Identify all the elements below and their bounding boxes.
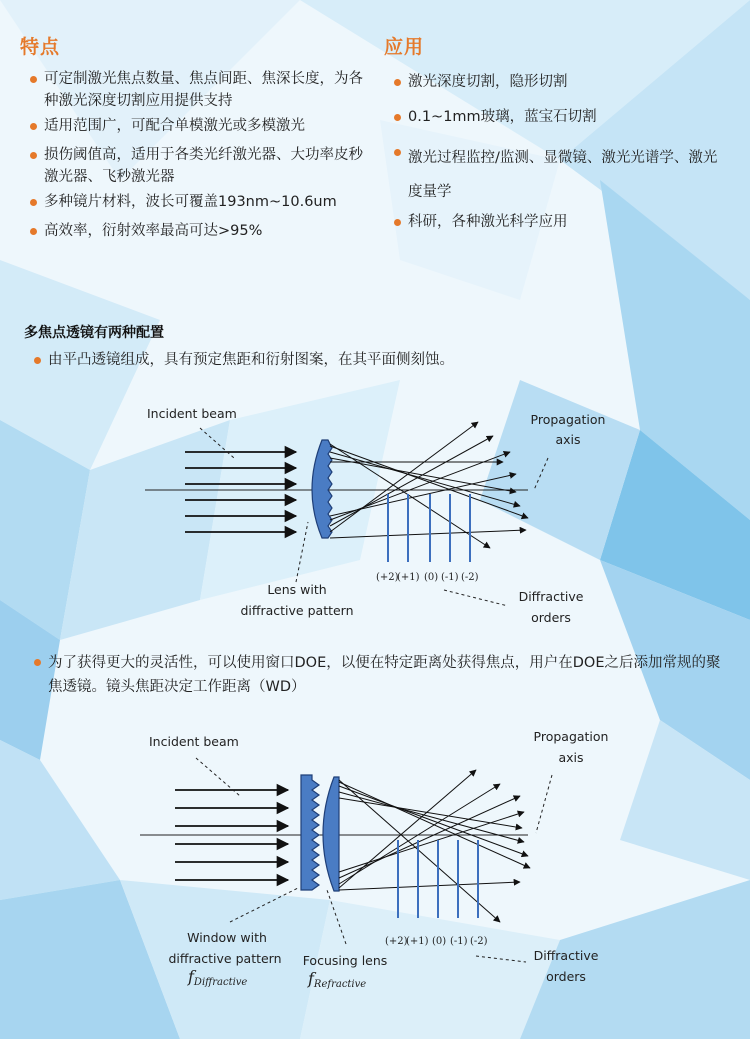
plano-convex-lens — [312, 440, 332, 538]
features-item: 可定制激光焦点数量、焦点间距、焦深长度，为各种激光深度切割应用提供支持 — [30, 68, 370, 112]
propagation-label-1: Propagation — [530, 412, 606, 427]
diffractive-label-2: orders — [546, 969, 586, 984]
order-markers — [398, 840, 478, 918]
applications-item: 科研，各种激光科学应用 — [394, 211, 729, 233]
propagation-label-2: axis — [558, 750, 584, 765]
config-list-2 — [34, 651, 729, 706]
applications-item: 激光过程监控/监测、显微镜、激光光谱学、激光度量学 — [394, 141, 729, 209]
incident-arrows — [185, 452, 296, 532]
applications-item: 激光深度切割，隐形切割 — [394, 71, 729, 93]
order-label: (+1) — [397, 572, 420, 583]
order-label: (+1) — [406, 936, 429, 947]
order-markers — [388, 494, 470, 562]
propagation-label-1: Propagation — [533, 729, 609, 744]
config-list-1 — [34, 349, 724, 378]
order-label: (-1) — [450, 936, 468, 947]
order-label: (-1) — [441, 572, 459, 583]
window-label-2: diffractive pattern — [168, 951, 282, 966]
config-item-1: 由平凸透镜组成，具有预定焦距和衍射图案，在其平面侧刻蚀。 — [34, 349, 724, 371]
diffracted-rays — [339, 770, 530, 922]
order-label: (-2) — [470, 936, 488, 947]
f-refractive-label: fRefractive — [308, 969, 367, 990]
diagram-lens-with-pattern — [0, 395, 750, 635]
diffractive-label-1: Diffractive — [518, 589, 584, 604]
incident-beam-label: Incident beam — [149, 734, 239, 749]
order-label: (+2) — [385, 936, 408, 947]
doe-window — [301, 775, 319, 890]
features-section — [20, 32, 370, 249]
order-label: (0) — [432, 936, 447, 947]
applications-item: 0.1~1mm玻璃，蓝宝石切割 — [394, 106, 729, 128]
diffractive-label-2: orders — [531, 610, 571, 625]
window-label-1: Window with — [187, 930, 267, 945]
diagram-window-doe — [0, 725, 750, 1000]
config-title: 多焦点透镜有两种配置 — [24, 325, 164, 341]
order-label: (-2) — [461, 572, 479, 583]
features-item: 损伤阈值高，适用于各类光纤激光器、大功率皮秒激光器、飞秒激光器 — [30, 144, 370, 188]
features-list — [30, 68, 370, 242]
config-item-2: 为了获得更大的灵活性，可以使用窗口DOE，以便在特定距离处获得焦点，用户在DOE之后添加常规的聚焦透镜。镜头焦距决定工作距离（WD） — [34, 651, 729, 699]
propagation-label-2: axis — [555, 432, 581, 447]
features-heading: 特点 — [20, 36, 61, 58]
focusing-lens — [323, 777, 339, 891]
features-item: 高效率，衍射效率最高可达>95% — [30, 220, 370, 242]
applications-section — [384, 32, 729, 240]
applications-list — [394, 71, 729, 233]
order-label: (0) — [424, 572, 439, 583]
focusing-lens-label: Focusing lens — [302, 953, 388, 968]
features-item: 多种镜片材料，波长可覆盖193nm~10.6um — [30, 191, 370, 213]
order-label: (+2) — [376, 572, 399, 583]
diffractive-label-1: Diffractive — [533, 948, 599, 963]
features-item: 适用范围广，可配合单模激光或多模激光 — [30, 115, 370, 137]
f-diffractive-label: fDiffractive — [188, 967, 248, 988]
lens-label-2: diffractive pattern — [240, 603, 354, 618]
dashed-pointers — [200, 428, 548, 606]
applications-heading: 应用 — [384, 36, 425, 58]
incident-beam-label: Incident beam — [147, 406, 237, 421]
lens-label-1: Lens with — [267, 582, 327, 597]
